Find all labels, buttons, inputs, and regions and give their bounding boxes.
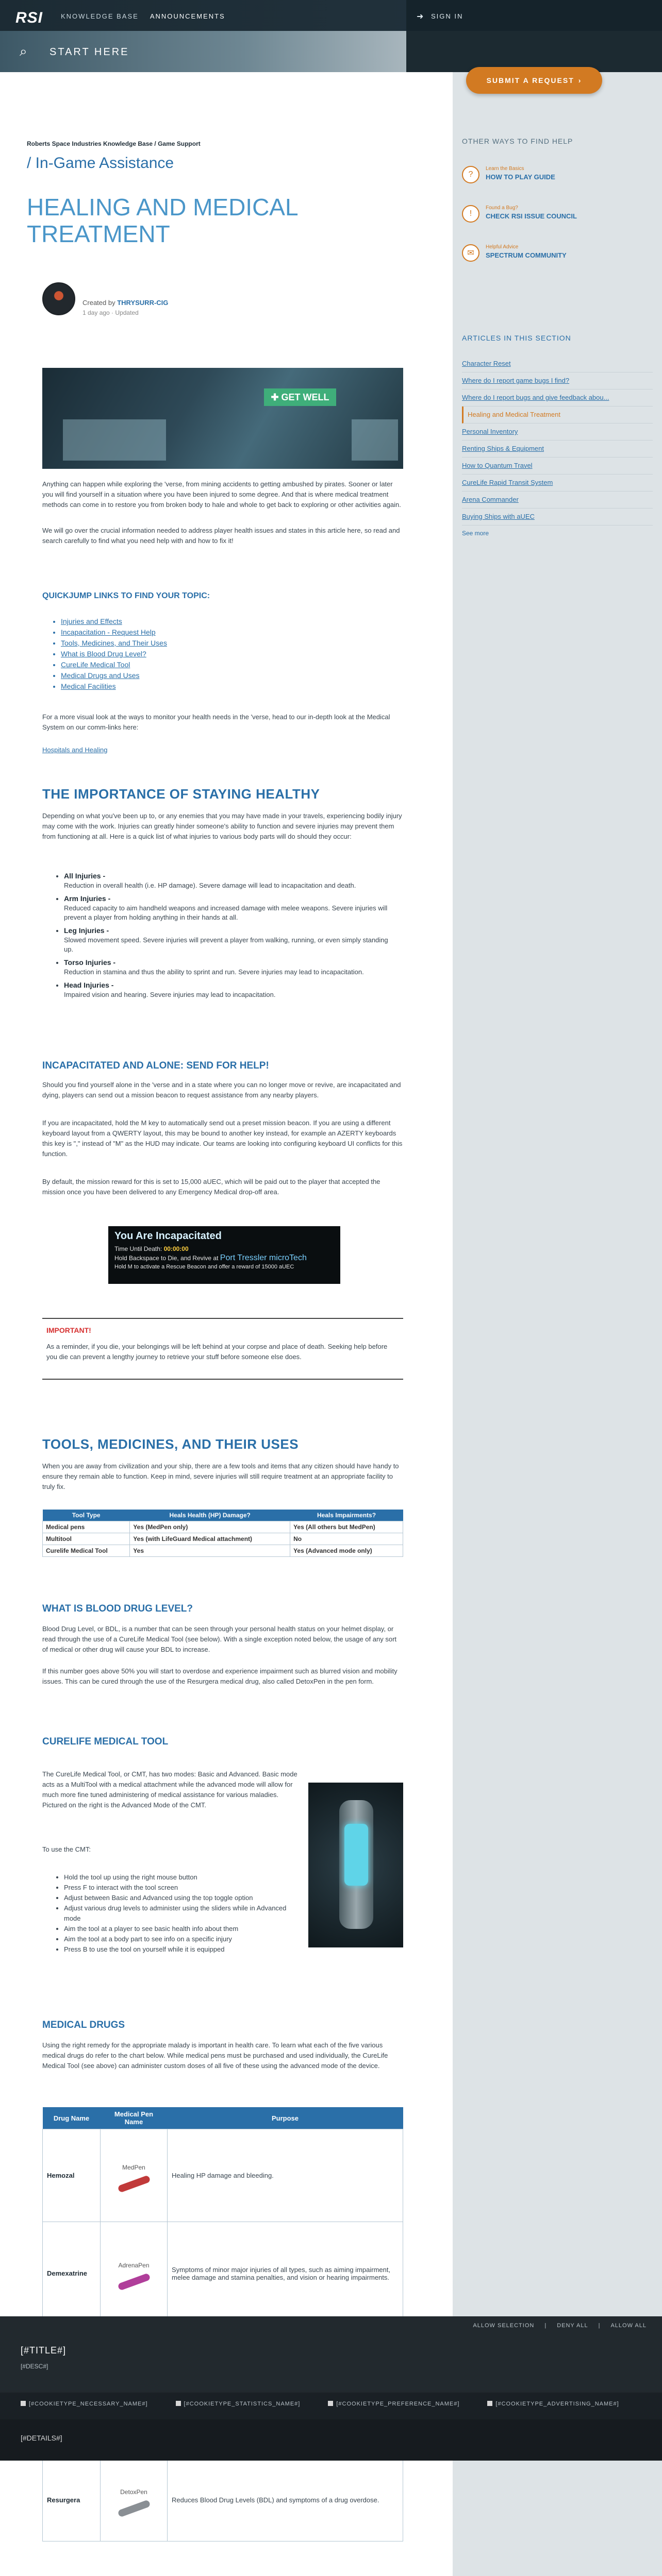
list-item: • Aim the tool at a player to see basic health info about them	[64, 1924, 291, 1934]
nav-knowledge-base[interactable]: KNOWLEDGE BASE	[61, 12, 139, 20]
quickjump-link[interactable]: • CureLife Medical Tool	[61, 659, 167, 670]
injury-item: • Arm Injuries - Reduced capacity to aim handheld weapons and increased damage with melee weapons. Severe injuries will prevent a player from holding anything in their hands at all.	[64, 893, 394, 922]
cookie-details-text: [#DETAILS#]	[21, 2434, 62, 2442]
hero-image	[42, 368, 403, 469]
bdl-p2: If this number goes above 50% you will start to overdose and experience impairment such as blurred vision and mobility issues. This can be cured through the use of the Resurgera medical drug, also called DetoxPen in the pen form.	[42, 1667, 398, 1685]
column-header: Medical Pen Name	[101, 2107, 168, 2129]
author-prefix: Created by	[82, 299, 115, 307]
adrenapen-icon	[117, 2273, 151, 2291]
hud-beacon: Hold M to activate a Rescue Beacon and offer a reward of 15000 aUEC	[114, 1264, 294, 1270]
healthy-text: Depending on what you've been up to, or any enemies that you may have made in your travels, experiencing bodily injury may come with the work. Injuries can greatly hinder someone's ability to function and severe injuries may prevent them from functioning at all. Here is a quick list of what injuries to various body parts will do should they occur:	[42, 812, 402, 840]
list-item: • Press B to use the tool on yourself while it is equipped	[64, 1944, 291, 1955]
column-header: Heals Impairments?	[290, 1510, 403, 1521]
list-item: • Adjust various drug levels to administer using the sliders while in Advanced mode	[64, 1903, 291, 1924]
other-help-heading: OTHER WAYS TO FIND HELP	[462, 137, 573, 145]
intro-paragraph-1: Anything can happen while exploring the 'verse, from mining accidents to getting ambushed by pirates. Sooner or later you will find yourself in a situation where you have been injured to some degree. And that is where medical treatment methods can come in to restore you from broken body to hale and whole to get back to exploring or other activities again.	[42, 480, 401, 509]
deny-all-button[interactable]: DENY ALL	[557, 2323, 588, 2329]
drugs-heading: MEDICAL DRUGS	[42, 2020, 125, 2030]
bug-icon: !	[462, 205, 479, 223]
cookie-option-advertising[interactable]: [#COOKIETYPE_ADVERTISING_NAME#]	[487, 2401, 619, 2407]
list-item: • Adjust between Basic and Advanced using the top toggle option	[64, 1893, 291, 1903]
search-right-panel	[406, 31, 662, 72]
quickjump-link[interactable]: • Medical Drugs and Uses	[61, 670, 167, 681]
submit-request-label: SUBMIT A REQUEST	[486, 76, 574, 84]
article-link[interactable]: Where do I report bugs and give feedback abou...	[462, 389, 653, 406]
list-item: • Press F to interact with the tool screen	[64, 1883, 291, 1893]
cmt-p2: To use the CMT:	[42, 1845, 91, 1853]
quickjump-link[interactable]: • What is Blood Drug Level?	[61, 649, 167, 659]
hud-timer: Time Until Death: 00:00:00	[114, 1245, 189, 1252]
search-bar[interactable]	[0, 31, 406, 72]
cmt-heading: CURELIFE MEDICAL TOOL	[42, 1736, 169, 1747]
author-line	[82, 299, 168, 307]
nav-announcements[interactable]: ANNOUNCEMENTS	[150, 12, 225, 20]
article-link[interactable]: Buying Ships with aUEC	[462, 509, 653, 526]
incap-heading: INCAPACITATED AND ALONE: SEND FOR HELP!	[42, 1060, 269, 1071]
hospitals-link[interactable]: Hospitals and Healing	[42, 746, 108, 754]
column-header: Heals Health (HP) Damage?	[130, 1510, 290, 1521]
quickjump-list	[61, 616, 167, 692]
cookie-banner	[0, 2316, 662, 2393]
article-link[interactable]: Renting Ships & Equipment	[462, 440, 653, 457]
article-link[interactable]: How to Quantum Travel	[462, 457, 653, 474]
incap-p1: Should you find yourself alone in the 'verse and in a state where you can no longer move or revive, are incapacitated and dying, players can send out a mission beacon to request assistance from any nearby players.	[42, 1081, 401, 1099]
article-link[interactable]: Character Reset	[462, 355, 653, 372]
help-card-issue-council[interactable]: ! Found a Bug? CHECK RSI ISSUE COUNCIL	[462, 203, 581, 226]
column-header: Drug Name	[43, 2107, 101, 2129]
article-link[interactable]: Personal Inventory	[462, 423, 653, 440]
allow-selection-button[interactable]: ALLOW SELECTION	[473, 2323, 535, 2329]
cookie-title: [#TITLE#]	[21, 2345, 67, 2355]
cmt-steps	[64, 1872, 291, 1955]
column-header: Tool Type	[43, 1510, 130, 1521]
cookie-desc: [#DESC#]	[21, 2363, 48, 2370]
article-link-current[interactable]: Healing and Medical Treatment	[462, 406, 653, 423]
chevron-right-icon: ›	[578, 76, 582, 84]
important-body: As a reminder, if you die, your belongings will be left behind at your corpse and place of death. Seeking help before you die can prevent a lengthy journey to retrieve your stuff before someone else does.	[46, 1343, 388, 1361]
list-item: • Aim the tool at a body part to see info on a specific injury	[64, 1934, 291, 1944]
cookie-option-necessary[interactable]: [#COOKIETYPE_NECESSARY_NAME#]	[21, 2401, 148, 2407]
cookie-option-statistics[interactable]: [#COOKIETYPE_STATISTICS_NAME#]	[176, 2401, 301, 2407]
author-name[interactable]: THRYSURR-CIG	[117, 299, 169, 307]
injury-item: • All Injuries - Reduction in overall health (i.e. HP damage). Severe damage will lead to incapacitation and death.	[64, 871, 394, 890]
signin-link[interactable]: SIGN IN	[431, 12, 464, 20]
author-avatar	[42, 282, 75, 315]
page-title: HEALING AND MEDICAL TREATMENT	[27, 194, 297, 247]
search-placeholder[interactable]: START HERE	[49, 46, 129, 58]
table-row: Demexatrine AdrenaPen Symptoms of minor major injuries of all types, such as aiming impairment, melee damage and stamina penalties, and vision or hearing impairments.	[43, 2222, 403, 2325]
incap-p2: If you are incapacitated, hold the M key to automatically send out a preset mission beacon. If you are using a different keyboard layout from a QWERTY layout, this may be bound to another key instead, for example an AZERTY keyboards this key is "," instead of "M" as the HUD may indicate. Our teams are looking into configuring keyboard UI conflicts for this function.	[42, 1119, 403, 1158]
articles-heading: ARTICLES IN THIS SECTION	[462, 334, 571, 342]
healthy-heading: THE IMPORTANCE OF STAYING HEALTHY	[42, 786, 320, 802]
cookie-details	[0, 2419, 662, 2461]
help-card-play-guide[interactable]: ? Learn the Basics HOW TO PLAY GUIDE	[462, 164, 581, 187]
injury-list	[64, 871, 394, 1003]
detoxpen-icon	[117, 2499, 151, 2517]
cmt-p1: The CureLife Medical Tool, or CMT, has two modes: Basic and Advanced. Basic mode acts as a MultiTool with a medical attachment while the advanced mode will allow for much more fine tuned administering of medical assistance for various maladies. Pictured on the right is the Advanced Mode of the CMT.	[42, 1770, 297, 1809]
injury-item: • Leg Injuries - Slowed movement speed. Severe injuries will prevent a player from walking, running, or even simply standing up.	[64, 925, 394, 954]
hud-title: You Are Incapacitated	[114, 1230, 222, 1242]
column-header: Purpose	[168, 2107, 403, 2129]
list-item: • Hold the tool up using the right mouse button	[64, 1872, 291, 1883]
article-link[interactable]: CureLife Rapid Transit System	[462, 474, 653, 492]
tools-heading: TOOLS, MEDICINES, AND THEIR USES	[42, 1436, 299, 1452]
get-well-sign: ✚ GET WELL	[264, 388, 336, 406]
author-date: 1 day ago · Updated	[82, 309, 139, 316]
quickjump-link[interactable]: • Incapacitation - Request Help	[61, 627, 167, 638]
question-icon: ?	[462, 166, 479, 183]
chat-icon: ✉	[462, 244, 479, 262]
hospitals-intro: For a more visual look at the ways to monitor your health needs in the 'verse, head to our in-depth look at the Medical System on our comm-links here:	[42, 713, 390, 731]
articles-list	[462, 355, 653, 537]
injury-item: • Head Injuries - Impaired vision and hearing. Severe injuries may lead to incapacitation.	[64, 980, 394, 999]
table-row: Medical pens Yes (MedPen only) Yes (All others but MedPen)	[43, 1521, 403, 1533]
cookie-buttons: ALLOW SELECTION | DENY ALL | ALLOW ALL	[473, 2323, 647, 2329]
bdl-heading: WHAT IS BLOOD DRUG LEVEL?	[42, 1603, 193, 1614]
see-more-link[interactable]: See more	[462, 530, 489, 537]
quickjump-link[interactable]: • Injuries and Effects	[61, 616, 167, 627]
search-icon[interactable]: ⌕	[20, 43, 27, 59]
incapacitated-hud	[108, 1226, 340, 1284]
top-nav	[61, 12, 225, 20]
article-link[interactable]: Where do I report game bugs I find?	[462, 372, 653, 389]
quickjump-link[interactable]: • Medical Facilities	[61, 681, 167, 692]
tools-table	[42, 1510, 403, 1557]
medpen-icon	[117, 2175, 151, 2193]
bdl-p1: Blood Drug Level, or BDL, is a number that can be seen through your personal health status on your helmet display, or read through the use of a CureLife Medical Tool (see below). With a single exception noted below, the usage of any sort of medical or other drug will cause your BDL to increase.	[42, 1625, 397, 1653]
cookie-options	[0, 2393, 662, 2419]
help-card-spectrum[interactable]: ✉ Helpful Advice SPECTRUM COMMUNITY	[462, 242, 581, 265]
allow-all-button[interactable]: ALLOW ALL	[610, 2323, 647, 2329]
table-row: Resurgera DetoxPen Reduces Blood Drug Levels (BDL) and symptoms of a drug overdose.	[43, 2459, 403, 2541]
tools-text: When you are away from civilization and your ship, there are a few tools and items that any citizen should have handy to ensure they remain able to function. Keep in mind, severe injuries will still require treatment at an appropriate facility to truly fix.	[42, 1462, 399, 1490]
intro-paragraph-2: We will go over the crucial information needed to address player health issues and states in this article here, so read and search carefully to find what you need help with and how to fix it!	[42, 527, 400, 545]
submit-request-button[interactable]	[466, 67, 602, 94]
signin-arrow-icon[interactable]: ➜	[417, 12, 424, 21]
injury-item: • Torso Injuries - Reduction in stamina and thus the ability to sprint and run. Severe injuries may lead to incapacitation.	[64, 957, 394, 977]
incap-p3: By default, the mission reward for this is set to 15,000 aUEC, which will be paid out to the player that accepted the mission once you have been delivered to any Emergency Medical drop-off area.	[42, 1178, 380, 1196]
section-title[interactable]: / In-Game Assistance	[27, 155, 174, 172]
article-link[interactable]: Arena Commander	[462, 492, 653, 509]
cookie-option-preference[interactable]: [#COOKIETYPE_PREFERENCE_NAME#]	[328, 2401, 459, 2407]
important-heading: IMPORTANT!	[46, 1326, 91, 1334]
breadcrumb[interactable]: Roberts Space Industries Knowledge Base / Game Support	[27, 140, 201, 147]
hud-respawn: Hold Backspace to Die, and Revive at Port Tressler microTech	[114, 1253, 307, 1262]
important-callout	[42, 1318, 403, 1380]
table-row: Curelife Medical Tool Yes Yes (Advanced mode only)	[43, 1545, 403, 1557]
table-row: Hemozal MedPen Healing HP damage and bleeding.	[43, 2129, 403, 2222]
rsi-logo[interactable]: RSI	[15, 9, 43, 26]
quickjump-heading: QUICKJUMP LINKS TO FIND YOUR TOPIC:	[42, 591, 210, 600]
cmt-device-image	[308, 1783, 403, 1947]
table-row: Multitool Yes (with LifeGuard Medical attachment) No	[43, 1533, 403, 1545]
drugs-text: Using the right remedy for the appropriate malady is important in health care. To learn what each of the five various medical drugs do refer to the chart below. While medical pens must be purchased and used individually, the CureLife Medical Tool (see above) can administer custom doses of all five of these using the advanced mode of the device.	[42, 2041, 388, 2070]
quickjump-link[interactable]: • Tools, Medicines, and Their Uses	[61, 638, 167, 649]
